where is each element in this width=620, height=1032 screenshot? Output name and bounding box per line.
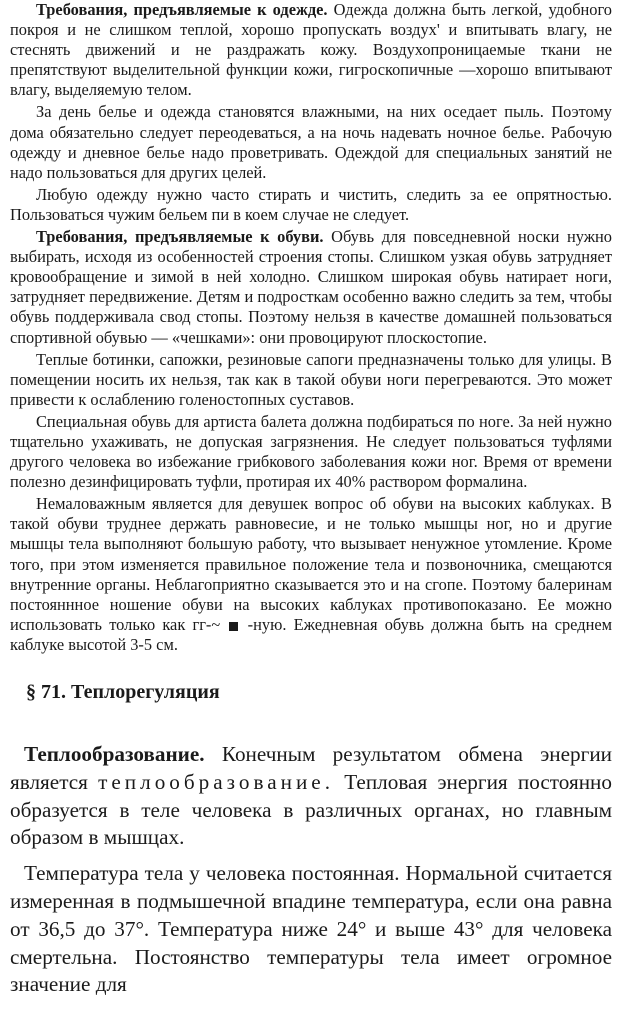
- footwear-paragraph-2: Теплые ботинки, сапожки, резиновые сапоги предназначены только для улицы. В помещении носить их нельзя, так как в такой обуви ноги перегреваются. Это может привести к ослаблению голеностопных суставов.: [10, 349, 612, 409]
- clothing-lead: Требования, предъявляемые к одежде.: [36, 0, 328, 19]
- thermo-paragraph-1: [10, 741, 612, 852]
- clothing-paragraph-2: За день белье и одежда становятся влажными, на них оседает пыль. Поэтому дома обязательно следует переодеваться, а на ночь надевать ночное белье. Рабочую одежду и дневное белье надо проветривать. Одеждой для специальных занятий не надо пользоваться для других целей.: [10, 102, 612, 182]
- thermo-lead: Теплообразование.: [24, 742, 205, 766]
- footwear-paragraph-1: [10, 227, 612, 348]
- footwear-paragraph-3: Специальная обувь для артиста балета должна подбираться по ноге. За ней нужно тщательно ухаживать, не допуская загрязнения. Не следует пользоваться туфлями другого человека во избежание грибкового заболевания кожи ног. Время от времени полезно дезинфицировать туфли, протирая их 40% раствором формалина.: [10, 411, 612, 492]
- thermo-paragraph-1-end: Тепловая энергия постоянно образуется в теле человека в различных органах, но главным образом в мышцах.: [10, 769, 612, 850]
- section-heading: § 71. Теплорегуляция: [26, 681, 220, 703]
- thermo-term: теплообразование.: [98, 769, 335, 794]
- clothing-paragraph-1: [10, 0, 612, 100]
- clothing-paragraph-3: Любую одежду нужно часто стирать и чистить, следить за ее опрятностью. Пользоваться чужим бельем пи в коем случае не следует.: [10, 184, 612, 224]
- footwear-lead: Требования, предъявляемые к обуви.: [36, 227, 324, 247]
- thermo-paragraph-1-start: Конечным результатом обмена энергии является: [10, 742, 612, 794]
- thermoregulation-text-block: [10, 741, 612, 999]
- footwear-paragraph-4-end: -ную. Ежедневная обувь должна быть на среднем каблуке высотой 3-5 см.: [10, 614, 612, 654]
- thermo-paragraph-2: Температура тела у человека постоянная. Нормальной считается измеренная в подмышечной впадине температура, если она равна от 36,5 до 37°. Температура ниже 24° и выше 43° для человека смертельна. Постоянство температуры тела имеет огромное значение для: [10, 861, 612, 997]
- footwear-paragraph-1-text: Обувь для повседневной носки нужно выбирать, исходя из особенностей строения стопы. Слишком узкая обувь затрудняет кровообращение и зимой в ней холодно. Слишком широкая обувь натирает ноги, затрудняет передвижение. Детям и подросткам особенно важно следить за тем, чтобы обувь поддерживала свод стопы. Поэтому нельзя в качестве домашней пользоваться спортивной обувью — «чешками»: они провоцируют плоскостопие.: [10, 227, 613, 347]
- hygiene-text-block: [10, 0, 612, 655]
- footwear-paragraph-4-start: Немаловажным является для девушек вопрос об обуви на высоких каблуках. В такой обуви труднее держать равновесие, и не только мышцы ног, но и другие мышцы тела выполняют большую работу, что вызывает ненужное утомление. Кроме того, при этом изменяется правильное положение тела и позвоночника, смещаются внутренние органы. Неблагоприятно сказывается это и на сгопе. Поэтому балеринам постояннное ношение обуви на высоких каблуках противопоказано. Ее можно использовать только как гг-~: [10, 494, 612, 634]
- clothing-paragraph-1-text: Одежда должна быть легкой, удобного покроя и не слишком теплой, хорошо пропускать воздух' и впитывать влагу, не стеснять движений и не раздражать кожу. Воздухопроницаемые ткани не препятствуют выделительной функции кожи, гигроскопичные —хорошо впитывают влагу, выделяемую телом.: [10, 0, 613, 100]
- book-page: [10, 0, 612, 1032]
- black-square-mark: [229, 622, 238, 631]
- footwear-paragraph-4: [10, 494, 612, 655]
